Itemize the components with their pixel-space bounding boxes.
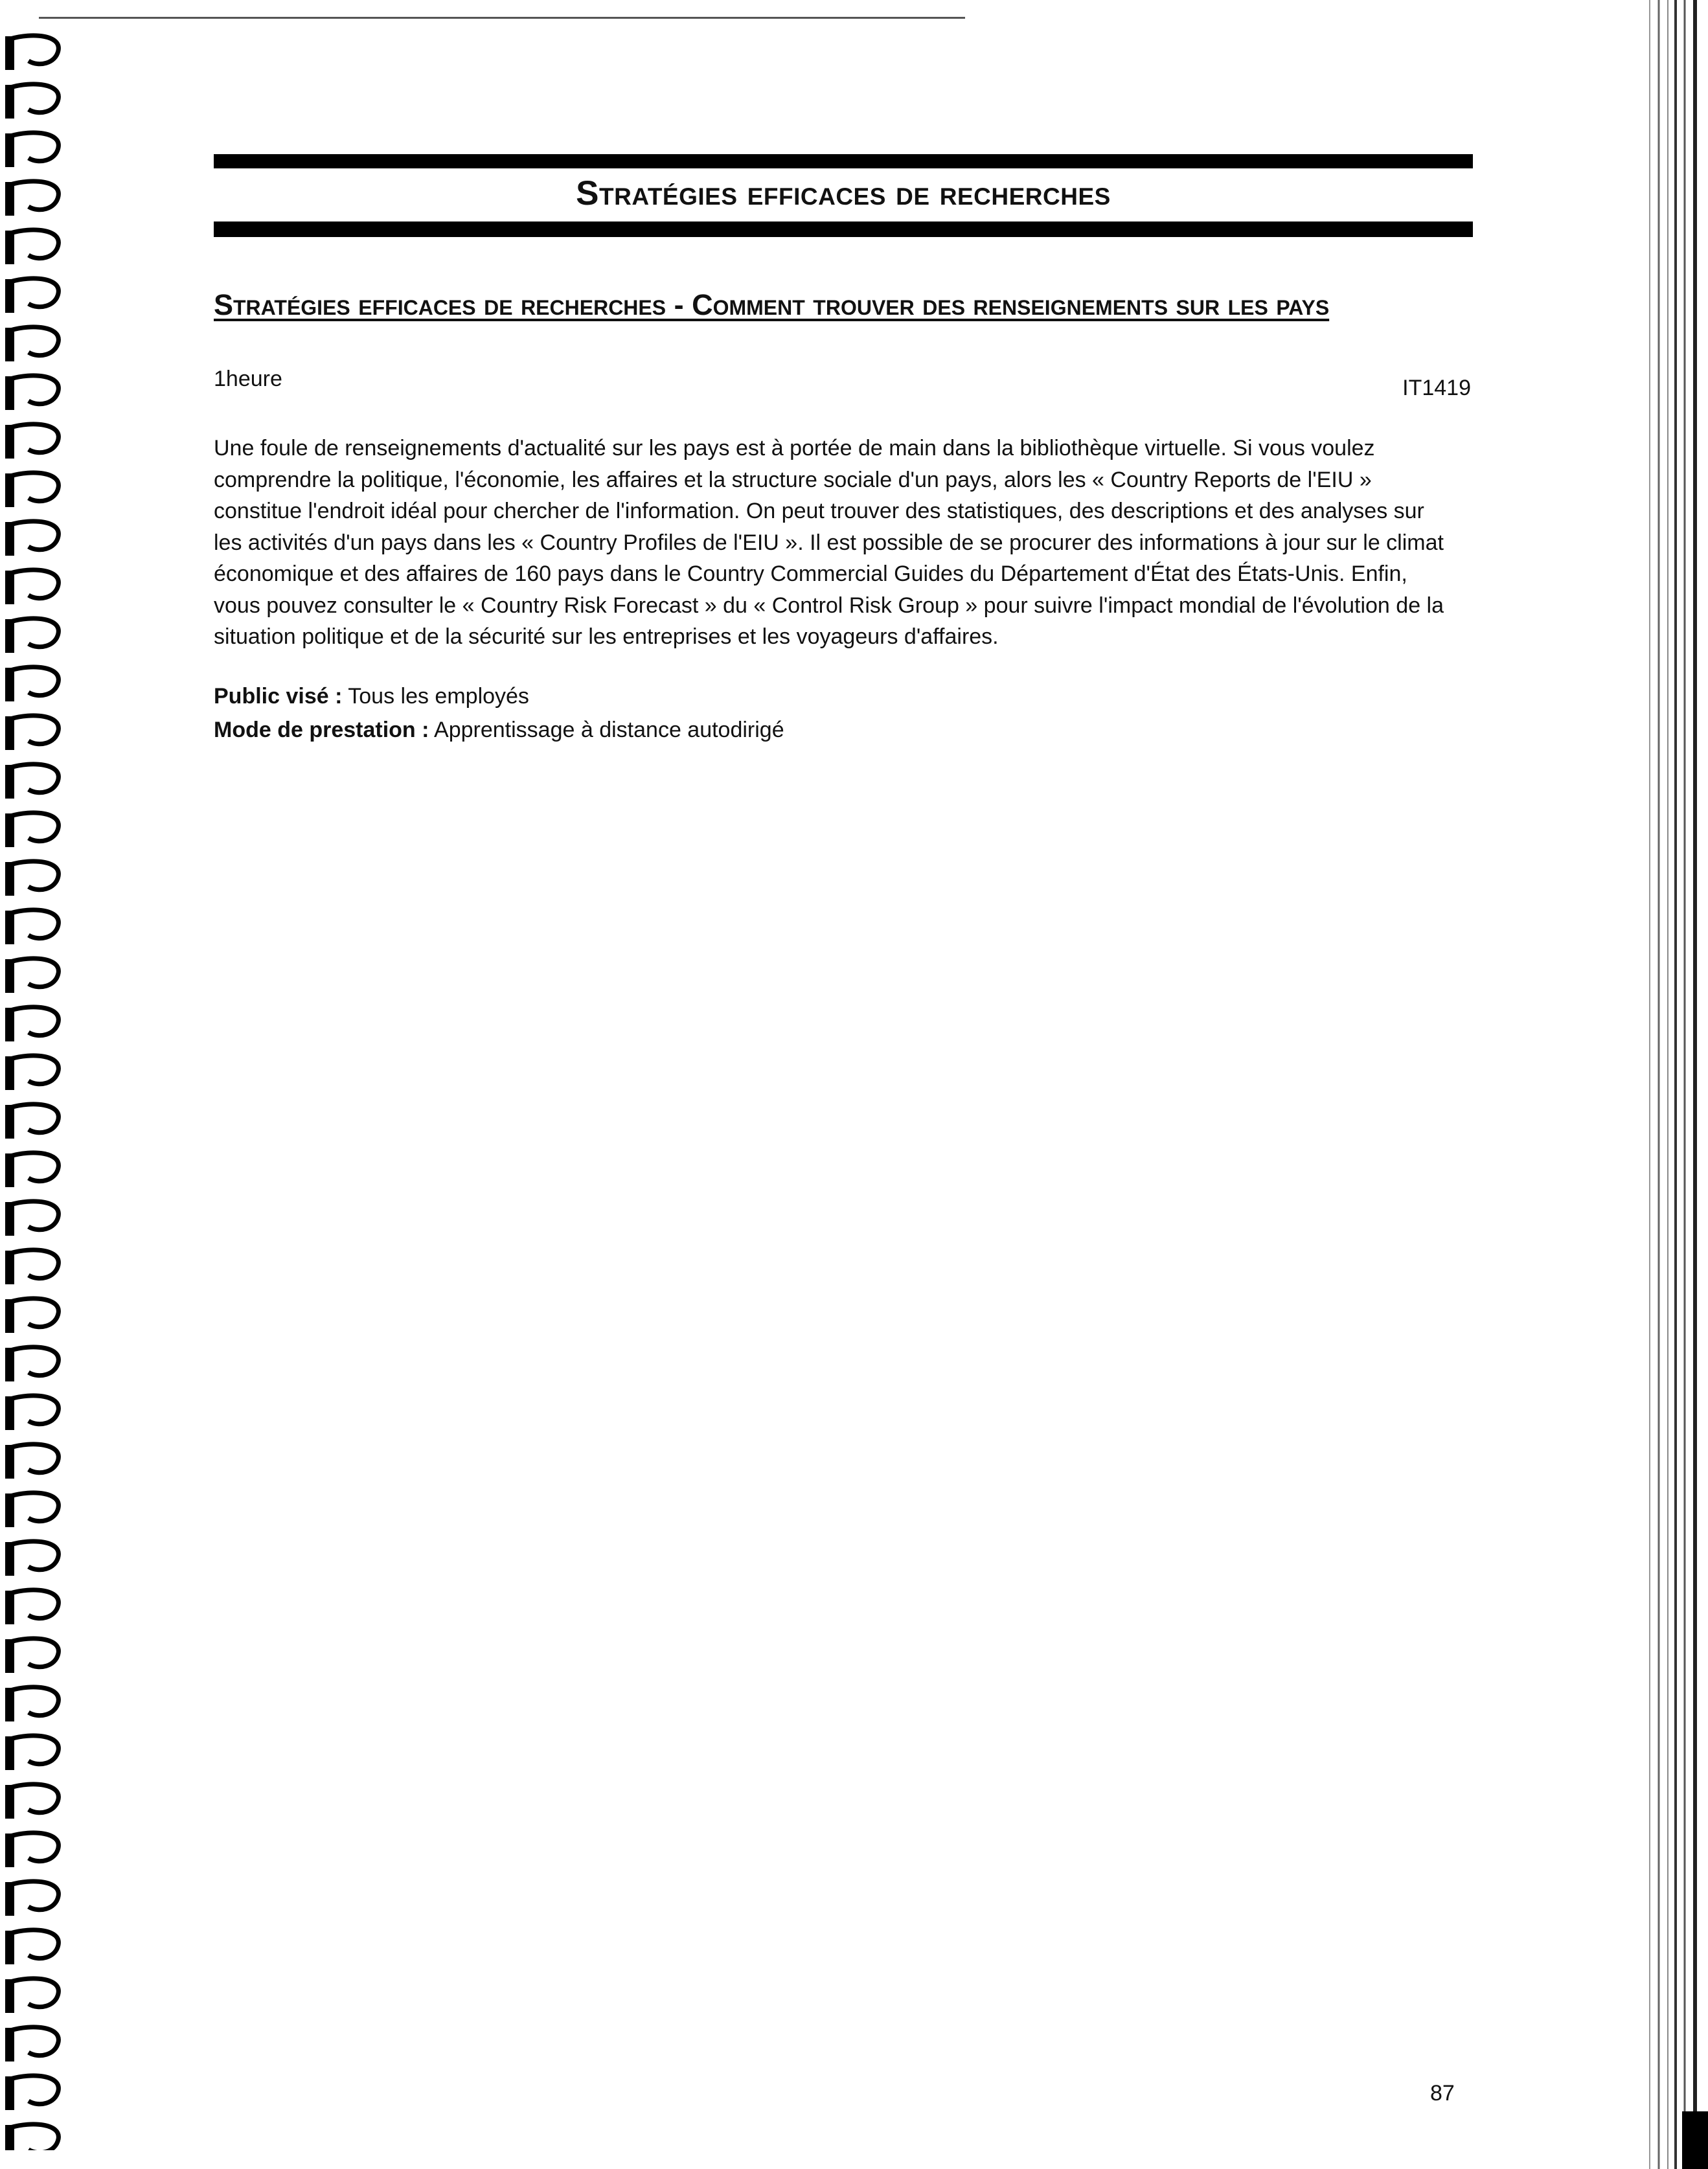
- binding-post: [5, 959, 14, 993]
- binding-coil: [10, 1299, 58, 1327]
- binding-post: [5, 1979, 14, 2013]
- binding-post: [5, 1591, 14, 1624]
- binding-coil: [10, 521, 58, 550]
- binding-coil: [10, 813, 58, 841]
- title-rule-bottom: [214, 221, 1473, 237]
- binding-coil: [10, 36, 58, 64]
- binding-coil: [10, 1979, 58, 2007]
- binding-coil: [10, 1930, 58, 1959]
- binding-post: [5, 231, 14, 264]
- binding-post: [5, 765, 14, 799]
- binding-coil: [10, 1541, 58, 1570]
- binding-coil: [10, 133, 58, 161]
- binding-coil: [10, 181, 58, 210]
- binding-post: [5, 1348, 14, 1381]
- spiral-binding: [0, 26, 71, 2150]
- binding-post: [5, 36, 14, 70]
- binding-post: [5, 571, 14, 604]
- binding-coil: [10, 376, 58, 404]
- binding-post: [5, 2076, 14, 2110]
- binding-coil: [10, 570, 58, 598]
- audience-label: Public visé :: [214, 684, 343, 709]
- course-code: IT1419: [1402, 376, 1471, 400]
- binding-coil: [10, 1104, 58, 1133]
- binding-coil: [10, 2027, 58, 2056]
- binding-coil: [10, 230, 58, 258]
- page-title: Stratégies efficaces de recherches: [576, 174, 1111, 212]
- page-number: 87: [1430, 2081, 1455, 2106]
- binding-post: [5, 1153, 14, 1187]
- course-title: Stratégies efficaces de recherches - Comment trouver des renseignements sur les pays: [214, 288, 1330, 321]
- binding-coil: [10, 84, 58, 113]
- binding-post: [5, 1056, 14, 1090]
- binding-coil: [10, 2124, 58, 2150]
- binding-coil: [10, 1590, 58, 1618]
- binding-post: [5, 1834, 14, 1867]
- binding-post: [5, 1639, 14, 1673]
- binding-coil: [10, 910, 58, 938]
- binding-coil: [10, 764, 58, 793]
- binding-post: [5, 328, 14, 361]
- binding-post: [5, 1105, 14, 1139]
- binding-post: [5, 473, 14, 507]
- audience-line: [214, 684, 529, 709]
- binding-post: [5, 1008, 14, 1041]
- binding-coil: [10, 1056, 58, 1084]
- binding-post: [5, 862, 14, 896]
- binding-post: [5, 85, 14, 119]
- binding-post: [5, 668, 14, 701]
- binding-coil: [10, 1250, 58, 1278]
- binding-coil: [10, 424, 58, 453]
- binding-post: [5, 1931, 14, 1964]
- binding-coil: [10, 1347, 58, 1376]
- binding-post: [5, 1299, 14, 1333]
- binding-coil: [10, 1153, 58, 1181]
- binding-post: [5, 1251, 14, 1284]
- binding-post: [5, 716, 14, 750]
- binding-coil: [10, 1396, 58, 1424]
- title-rule-top: [214, 154, 1473, 168]
- binding-post: [5, 1396, 14, 1430]
- binding-coil: [10, 1639, 58, 1667]
- binding-post: [5, 1445, 14, 1479]
- binding-post: [5, 1736, 14, 1770]
- delivery-mode-value: Apprentissage à distance autodirigé: [434, 718, 784, 742]
- binding-coil: [10, 1736, 58, 1764]
- binding-coil: [10, 1881, 58, 1910]
- binding-post: [5, 2028, 14, 2061]
- binding-coil: [10, 619, 58, 647]
- binding-post: [5, 522, 14, 556]
- audience-value: Tous les employés: [348, 684, 529, 709]
- binding-post: [5, 619, 14, 653]
- binding-post: [5, 1202, 14, 1236]
- binding-coil: [10, 2076, 58, 2104]
- binding-post: [5, 133, 14, 167]
- binding-coil: [10, 667, 58, 696]
- binding-coil: [10, 1444, 58, 1473]
- binding-post: [5, 1688, 14, 1721]
- binding-coil: [10, 1201, 58, 1230]
- binding-post: [5, 1785, 14, 1819]
- binding-post: [5, 911, 14, 944]
- binding-coil: [10, 716, 58, 744]
- scan-artifact-line: [39, 17, 965, 19]
- binding-coil: [10, 1784, 58, 1813]
- binding-coil: [10, 473, 58, 501]
- binding-coil: [10, 1833, 58, 1861]
- binding-coil: [10, 861, 58, 890]
- binding-coil: [10, 1007, 58, 1036]
- course-duration: 1heure: [214, 367, 282, 391]
- delivery-mode-line: [214, 718, 784, 743]
- delivery-mode-label: Mode de prestation :: [214, 718, 429, 742]
- binding-coil: [10, 959, 58, 987]
- binding-coil: [10, 1687, 58, 1716]
- binding-post: [5, 1542, 14, 1576]
- binding-coil: [10, 327, 58, 356]
- page-edge-stack: [1637, 0, 1708, 2169]
- binding-post: [5, 279, 14, 313]
- binding-post: [5, 813, 14, 847]
- binding-post: [5, 376, 14, 410]
- course-description: Une foule de renseignements d'actualité sur les pays est à portée de main dans la bibliothèque virtuelle. Si vous voulez comprendre la politique, l'économie, les affaires et la structure sociale d'un pays, alors les « Country Reports de l'EIU » constitue l'endroit idéal pour chercher de l'information. On peut trouver des statistiques, des descriptions et des analyses sur les activités d'un pays dans les « Country Profiles de l'EIU ». Il est possible de se procurer des informations à jour sur le climat économique et des affaires de 160 pays dans le Country Commercial Guides du Département d'État des États-Unis. Enfin, vous pouvez consulter le « Country Risk Forecast » du « Control Risk Group » pour suivre l'impact mondial de l'évolution de la situation politique et de la sécurité sur les entreprises et les voyageurs d'affaires.: [214, 436, 1444, 649]
- binding-post: [5, 182, 14, 216]
- binding-coil: [10, 1493, 58, 1521]
- binding-coil: [10, 278, 58, 307]
- binding-post: [5, 1882, 14, 1916]
- binding-post: [5, 1493, 14, 1527]
- binding-post: [5, 425, 14, 459]
